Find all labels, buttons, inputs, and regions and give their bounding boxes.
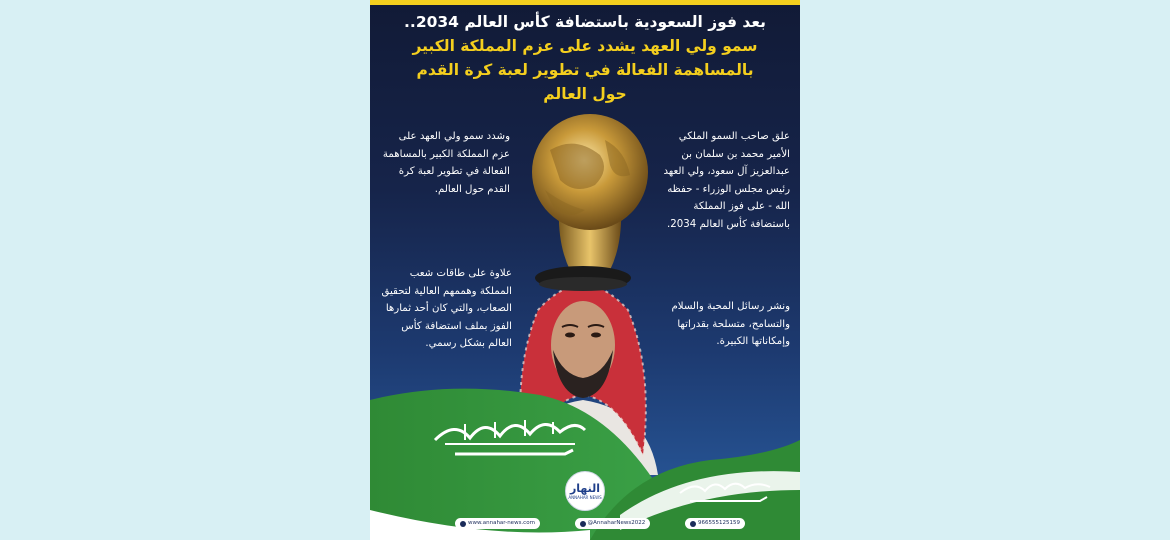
green-wave-decoration [370,380,800,540]
footer-contacts [455,518,745,530]
whatsapp-icon [690,521,696,527]
annahar-logo [565,471,605,511]
website-text: www.annahar-news.com [468,520,535,526]
body-text-right-2: ونشر رسائل المحبة والسلام والتسامح، متسلحة بقدراتها وإمكاناتها الكبيرة. [671,301,790,347]
body-text-left-1: وشدد سمو ولي العهد على عزم المملكة الكبير بالمساهمة الفعالة في تطوير لعبة كرة القدم حول العالم. [382,131,510,195]
twitter-text: @AnnaharNews2022 [587,520,646,526]
body-text-left-2: علاوة على طاقات شعب المملكة وهممهم العالية لتحقيق الصعاب، والتي كان أحد ثمارها الفوز بملف استضافة كأس العالم بشكل رسمي. [381,268,512,349]
headline [380,10,790,106]
headline-line-2: سمو ولي العهد يشدد على عزم المملكة الكبير [412,37,758,55]
infographic-poster [370,0,800,540]
twitter-pill[interactable] [575,518,651,529]
website-pill[interactable] [455,518,540,529]
top-accent-bar [370,0,800,5]
whatsapp-pill[interactable] [685,518,745,529]
twitter-icon [580,521,586,527]
world-cup-trophy-image [515,110,665,270]
calligraphy-emblem-small [675,475,775,505]
calligraphy-emblem [425,410,595,458]
headline-line-4: حول العالم [543,85,627,103]
headline-line-3: بالمساهمة الفعالة في تطوير لعبة كرة القدم [416,61,754,79]
logo-name: النهار [569,481,601,495]
globe-icon [460,521,466,527]
whatsapp-text: 966555125159 [698,520,740,526]
body-text-right-1: علق صاحب السمو الملكي الأمير محمد بن سلمان بن عبدالعزيز آل سعود، ولي العهد رئيس مجلس الوزراء - حفظه الله - على فوز المملكة باستضافة كأس العالم 2034. [663,131,790,230]
headline-line-1: بعد فوز السعودية باستضافة كأس العالم 2034.. [404,13,766,31]
logo-subtitle: ANNAHAR NEWS [568,494,602,500]
